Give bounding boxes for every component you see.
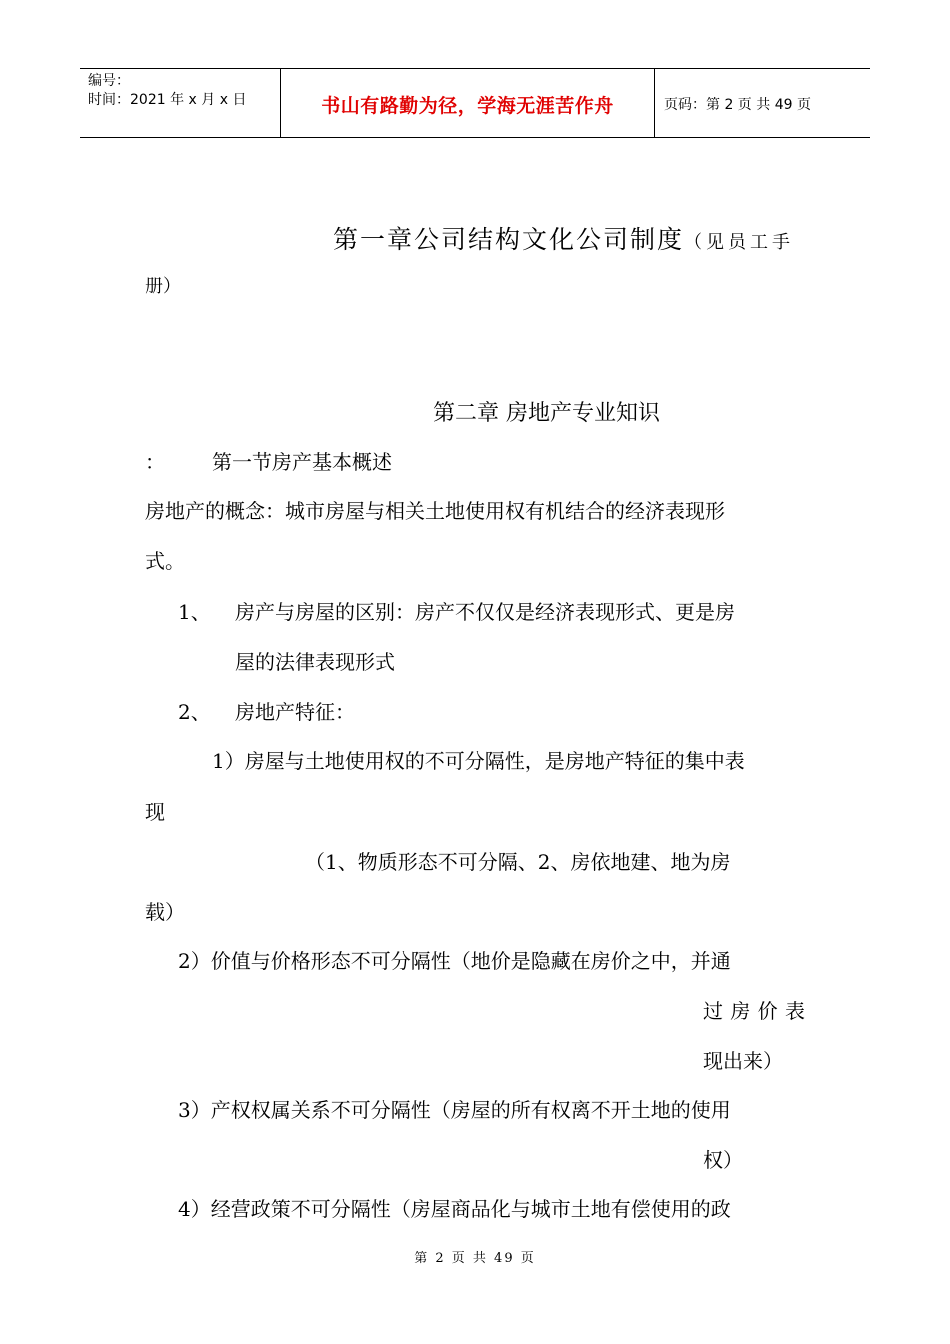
header-info-cell: [80, 69, 280, 137]
point2-line-2: 过房价表: [703, 999, 805, 1023]
header-page-cell: [654, 69, 870, 137]
item2-number: 2、: [178, 700, 211, 724]
header-motto-cell: [280, 69, 655, 137]
chapter1-continuation: 册）: [145, 276, 181, 297]
chapter1-title: 第一章公司结构文化公司制度: [333, 225, 685, 254]
section-colon: ：: [145, 450, 165, 474]
item2-text: 房地产特征：: [235, 700, 355, 724]
item1-line-1: 房产与房屋的区别：房产不仅仅是经济表现形式、更是房: [235, 600, 735, 624]
point2-line-1: 2）价值与价格形态不可分隔性（地价是隐藏在房价之中，并通: [178, 949, 731, 973]
time-label: 时间：2021 年 x 月 x 日: [88, 92, 247, 108]
point1-line-2: 现: [145, 800, 165, 824]
page-header: [80, 68, 870, 138]
concept-line-2: 式。: [145, 549, 185, 573]
number-label: 编号：: [88, 73, 130, 89]
point1-sub-line-1: （1、物质形态不可分隔、2、房依地建、地为房: [305, 850, 731, 874]
point1-sub-line-2: 载）: [145, 900, 185, 924]
item1-line-2: 屋的法律表现形式: [235, 650, 395, 674]
page-footer: 第 2 页 共 49 页: [414, 1251, 536, 1266]
point4-line-1: 4）经营政策不可分隔性（房屋商品化与城市土地有偿使用的政: [178, 1197, 731, 1221]
point3-line-1: 3）产权权属关系不可分隔性（房屋的所有权离不开土地的使用: [178, 1098, 731, 1122]
chapter1-heading: [333, 220, 794, 256]
item1-number: 1、: [178, 600, 211, 624]
chapter2-heading: 第二章 房地产专业知识: [433, 401, 660, 426]
point1-line-1: 1）房屋与土地使用权的不可分隔性，是房地产特征的集中表: [212, 749, 745, 773]
page-info: 页码：第 2 页 共 49 页: [664, 97, 811, 113]
concept-line-1: 房地产的概念：城市房屋与相关土地使用权有机结合的经济表现形: [145, 499, 725, 523]
point3-line-2: 权）: [703, 1148, 743, 1172]
motto-text: 书山有路勤为径，学海无涯苦作舟: [321, 95, 614, 117]
point2-line-3: 现出来）: [703, 1049, 783, 1073]
section1-heading: 第一节房产基本概述: [212, 450, 392, 474]
chapter1-paren: （见员工手: [684, 232, 795, 253]
